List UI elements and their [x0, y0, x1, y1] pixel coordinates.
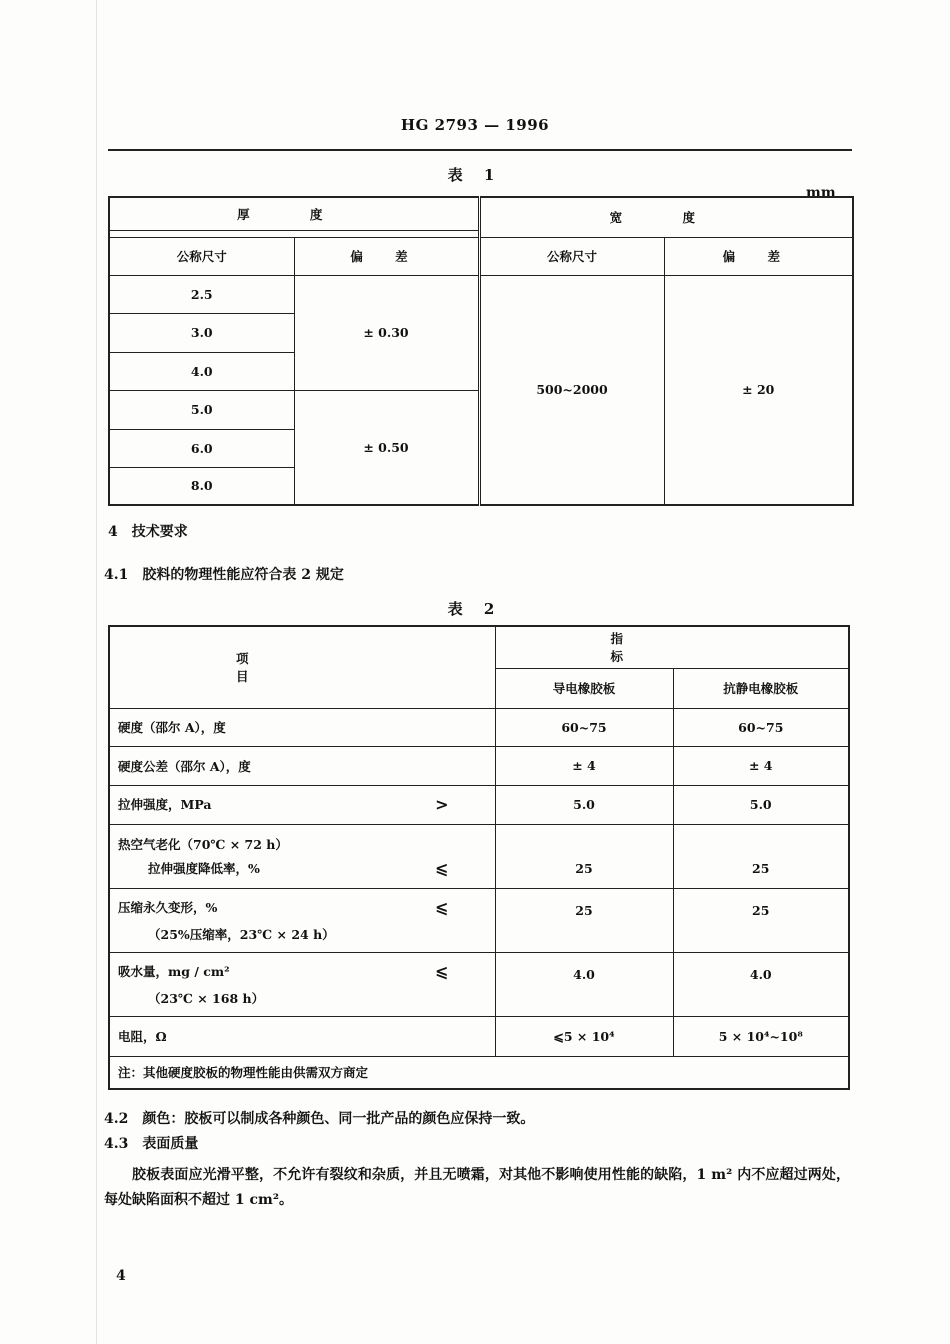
property-name: 拉伸强度，MPa — [118, 797, 212, 812]
section-4-1 — [104, 564, 344, 584]
page-number: 4 — [116, 1268, 126, 1284]
comparison-symbol: ⩽ — [435, 897, 449, 917]
section-title: 表面质量 — [142, 1136, 199, 1152]
section-4-2 — [104, 1108, 534, 1128]
section-number: 4.1 — [104, 567, 129, 583]
surface-quality-paragraph: 胶板表面应光滑平整，不允许有裂纹和杂质，并且无喷霜，对其他不影响使用性能的缺陷，1 m² 内不应超过两处，每处缺陷面积不超过 1 cm²。 — [104, 1167, 850, 1208]
conductive-value: 60~75 — [495, 708, 673, 746]
property-subtext: （25%压缩率，23℃ × 24 h） — [148, 926, 335, 942]
property-row-cell — [109, 952, 495, 1016]
table1-dimensions — [108, 196, 854, 506]
property-subtext: 拉伸强度降低率，% — [148, 860, 260, 876]
standard-code-header: HG 2793 — 1996 — [400, 116, 550, 134]
thickness-nominal-label: 公称尺寸 — [109, 237, 294, 275]
table2-note: 注：其他硬度胶板的物理性能由供需双方商定 — [109, 1056, 849, 1089]
property-subtext: （23℃ × 168 h） — [148, 990, 265, 1006]
conductive-value: 25 — [495, 824, 673, 888]
thickness-value: 5.0 — [109, 390, 294, 429]
comparison-symbol: ⩽ — [435, 961, 449, 981]
scan-edge-line — [96, 0, 97, 1344]
section-title: 技术要求 — [131, 524, 188, 540]
conductive-value: 4.0 — [495, 952, 673, 1016]
conductive-value: ⩽5 × 10⁴ — [495, 1016, 673, 1056]
conductive-value: ± 4 — [495, 746, 673, 785]
conductive-column-header: 导电橡胶板 — [495, 668, 673, 708]
table1-caption: 表 1 — [447, 166, 503, 184]
antistatic-value: 60~75 — [673, 708, 849, 746]
antistatic-value: 5 × 10⁴~10⁸ — [673, 1016, 849, 1056]
section-4-heading — [108, 521, 188, 541]
property-name: 热空气老化（70℃ × 72 h） — [118, 836, 288, 852]
conductive-value: 25 — [495, 888, 673, 952]
thickness-value: 3.0 — [109, 313, 294, 352]
thickness-value: 2.5 — [109, 275, 294, 313]
thickness-value: 6.0 — [109, 429, 294, 467]
width-deviation-value: ± 20 — [664, 275, 853, 505]
property-name: 压缩永久变形，% — [118, 899, 218, 915]
section-text: 颜色：胶板可以制成各种颜色、同一批产品的颜色应保持一致。 — [142, 1111, 535, 1127]
thickness-value: 8.0 — [109, 467, 294, 505]
thickness-header: 厚 度 — [109, 197, 479, 230]
thickness-deviation: ± 0.30 — [294, 275, 479, 390]
thickness-deviation: ± 0.50 — [294, 390, 479, 505]
antistatic-value: 5.0 — [673, 785, 849, 824]
item-header: 项 目 — [109, 626, 495, 708]
conductive-value: 5.0 — [495, 785, 673, 824]
width-header: 宽 度 — [479, 197, 853, 237]
antistatic-column-header: 抗静电橡胶板 — [673, 668, 849, 708]
property-row-cell — [109, 888, 495, 952]
property-name: 硬度公差（邵尔 A），度 — [109, 746, 495, 785]
antistatic-value: 25 — [673, 888, 849, 952]
comparison-symbol: > — [435, 795, 449, 814]
width-nominal-label: 公称尺寸 — [479, 237, 664, 275]
section-text: 胶料的物理性能应符合表 2 规定 — [142, 567, 344, 583]
property-row-cell — [109, 824, 495, 888]
width-nominal-value: 500~2000 — [479, 275, 664, 505]
property-row-cell — [109, 785, 495, 824]
antistatic-value: ± 4 — [673, 746, 849, 785]
section-number: 4.2 — [104, 1111, 129, 1127]
table1-unit: mm — [806, 185, 836, 201]
property-name: 电阻，Ω — [109, 1016, 495, 1056]
antistatic-value: 25 — [673, 824, 849, 888]
table2-physical-properties — [108, 625, 850, 1090]
thickness-value: 4.0 — [109, 352, 294, 390]
header-rule — [108, 149, 852, 151]
section-number: 4.3 — [104, 1136, 129, 1152]
property-name: 硬度（邵尔 A），度 — [109, 708, 495, 746]
width-deviation-label: 偏 差 — [664, 237, 853, 275]
antistatic-value: 4.0 — [673, 952, 849, 1016]
thickness-deviation-label: 偏 差 — [294, 237, 479, 275]
section-4-3 — [104, 1133, 198, 1153]
index-header: 指 标 — [495, 626, 849, 668]
property-name: 吸水量，mg / cm² — [118, 963, 230, 979]
table2-caption: 表 2 — [447, 600, 503, 618]
section-number: 4 — [108, 524, 118, 540]
comparison-symbol: ⩽ — [435, 858, 449, 878]
